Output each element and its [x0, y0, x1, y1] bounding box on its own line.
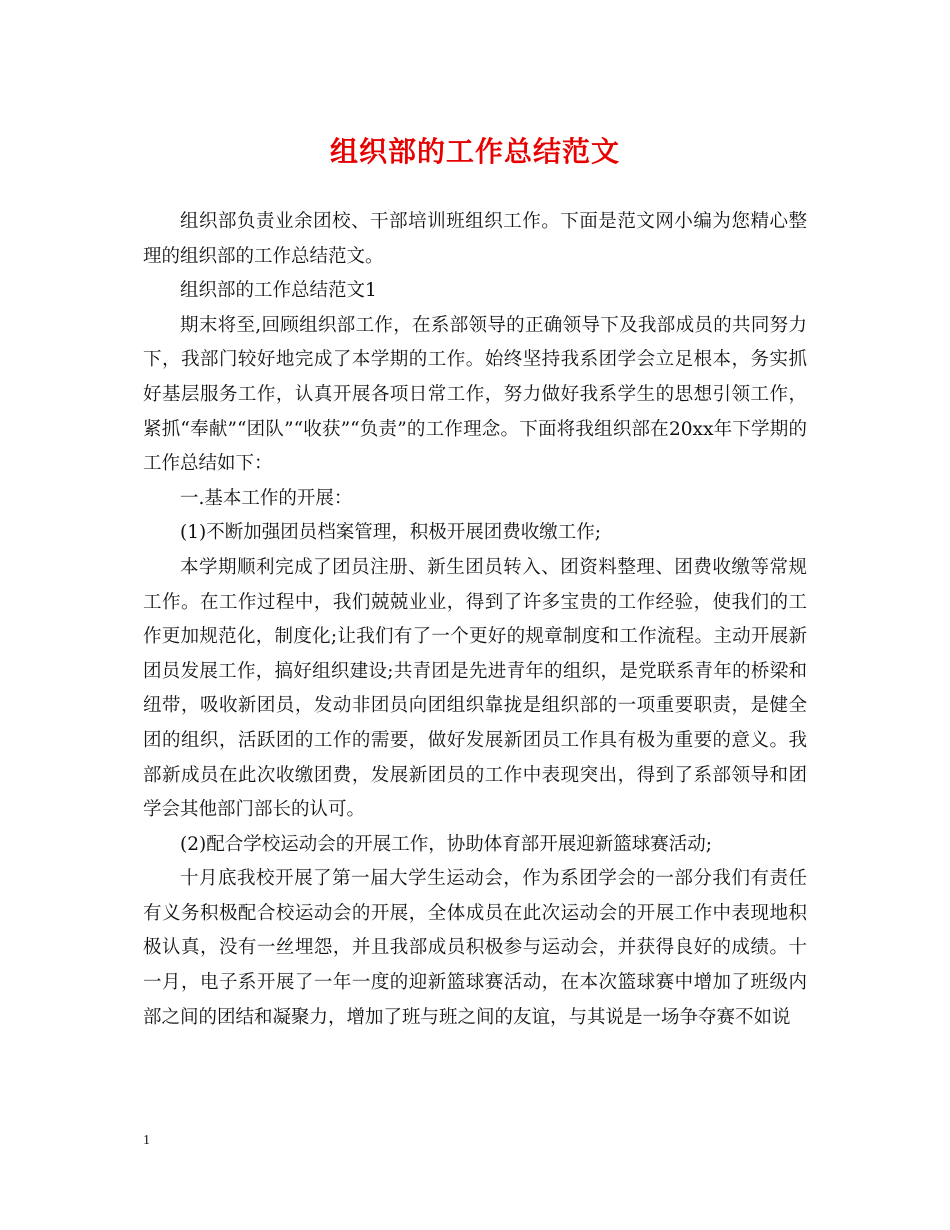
paragraph-intro: 组织部负责业余团校、干部培训班组织工作。下面是范文网小编为您精心整理的组织部的工作总结范文。	[143, 211, 807, 267]
document-title: 组织部的工作总结范文	[329, 135, 620, 168]
document-body	[143, 205, 807, 1035]
paragraph-opening: 期末将至,回顾组织部工作，在系部领导的正确领导下及我部成员的共同努力下，我部门较好地完成了本学期的工作。始终坚持我系团学会立足根本，务实抓好基层服务工作，认真开展各项日常工作，努力做好我系学生的思想引领工作，紧抓“奉献”“团队”“收获”“负责”的工作理念。下面将我组织部在20xx年下学期的工作总结如下：	[143, 314, 807, 475]
page-number: 1	[143, 1133, 150, 1148]
paragraph-item-1-body: 本学期顺利完成了团员注册、新生团员转入、团资料整理、团费收缴等常规工作。在工作过程中，我们兢兢业业，得到了许多宝贵的工作经验，使我们的工作更加规范化，制度化;让我们有了一个更好的规章制度和工作流程。主动开展新团员发展工作，搞好组织建设;共青团是先进青年的组织，是党联系青年的桥梁和纽带，吸收新团员，发动非团员向团组织靠拢是组织部的一项重要职责，是健全团的组织，活跃团的工作的需要，做好发展新团员工作具有极为重要的意义。我部新成员在此次收缴团费，发展新团员的工作中表现突出，得到了系部领导和团学会其他部门部长的认可。	[143, 556, 807, 821]
paragraph-item-2-body: 十月底我校开展了第一届大学生运动会，作为系团学会的一部分我们有责任有义务积极配合校运动会的开展，全体成员在此次运动会的开展工作中表现地积极认真，没有一丝埋怨，并且我部成员积极参与运动会，并获得良好的成绩。十一月，电子系开展了一年一度的迎新篮球赛活动，在本次篮球赛中增加了班级内部之间的团结和凝聚力，增加了班与班之间的友谊，与其说是一场争夺赛不如说	[143, 868, 807, 1028]
paragraph-item-1-heading: (1)不断加强团员档案管理，积极开展团费收缴工作;	[180, 522, 601, 544]
paragraph-subtitle: 组织部的工作总结范文1	[180, 280, 377, 302]
paragraph-section-heading: 一.基本工作的开展：	[180, 487, 353, 509]
paragraph-item-2-heading: (2)配合学校运动会的开展工作，协助体育部开展迎新篮球赛活动;	[180, 833, 712, 855]
